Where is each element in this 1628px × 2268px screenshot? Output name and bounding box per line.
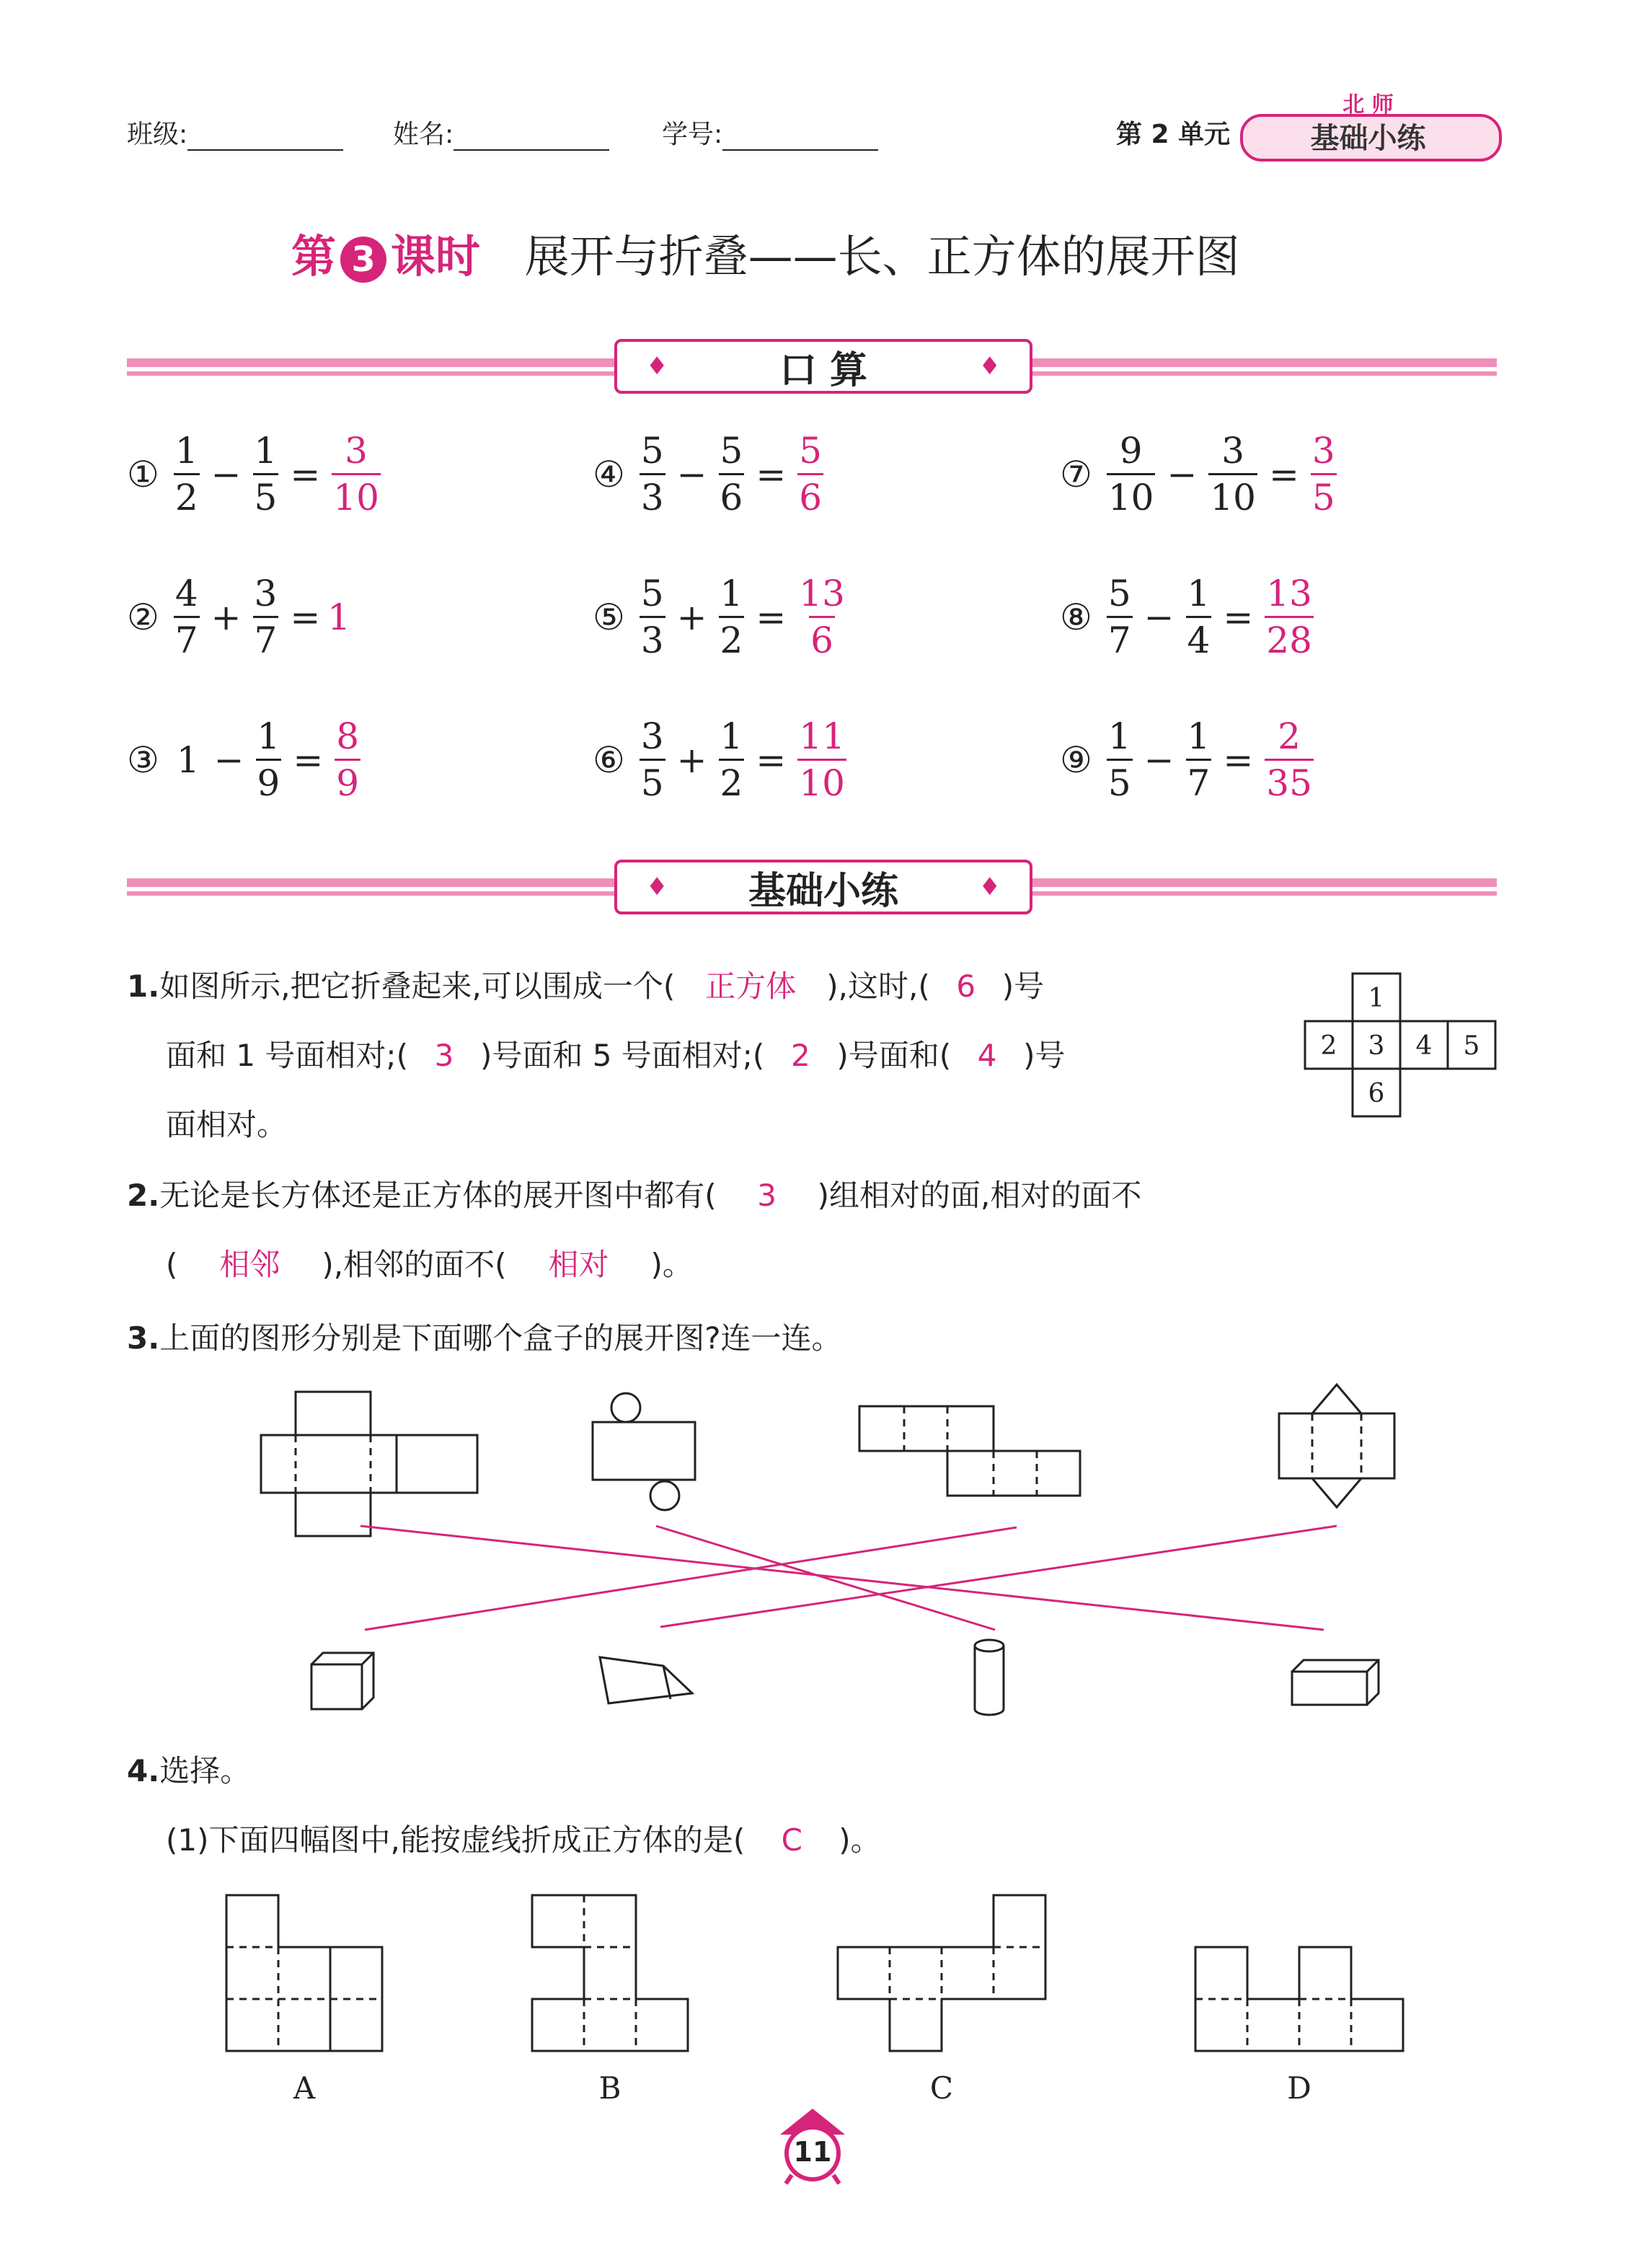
q3-text: 上面的图形分别是下面哪个盒子的展开图?连一连。 bbox=[159, 1320, 842, 1356]
unit-label: 第 2 单元 bbox=[1116, 120, 1231, 149]
numerator: 11 bbox=[799, 715, 845, 757]
q1-text: )号面和 5 号面相对;( bbox=[479, 1038, 765, 1073]
numerator: 3 bbox=[640, 715, 664, 757]
equation-label: ⑤ bbox=[593, 596, 625, 638]
fraction bbox=[640, 573, 665, 661]
numerator: 3 bbox=[345, 430, 368, 472]
denominator: 4 bbox=[1186, 616, 1212, 658]
numerator: 3 bbox=[254, 573, 278, 614]
answer-fraction bbox=[797, 430, 823, 519]
lesson-number: 3 bbox=[340, 237, 386, 283]
equals-sign: = bbox=[1223, 596, 1254, 638]
q1-text: ),这时,( bbox=[826, 968, 930, 1004]
operator: − bbox=[676, 453, 707, 495]
page-number-badge bbox=[773, 2106, 852, 2185]
operator: + bbox=[211, 596, 242, 638]
q2-answer-1: 3 bbox=[757, 1178, 777, 1213]
fraction bbox=[719, 715, 745, 804]
fraction bbox=[253, 430, 279, 519]
operator: − bbox=[1143, 738, 1174, 781]
solid-cube bbox=[311, 1653, 373, 1709]
equals-sign: = bbox=[290, 596, 321, 638]
operator: + bbox=[676, 738, 707, 781]
q4-1-text: )。 bbox=[839, 1822, 881, 1858]
question-3 bbox=[127, 1304, 841, 1373]
cube-net-figure bbox=[1298, 966, 1507, 1125]
fraction bbox=[640, 430, 665, 519]
operator: − bbox=[213, 738, 244, 781]
q4-number: 4. bbox=[127, 1753, 160, 1788]
section1-label: 口 算 bbox=[779, 348, 868, 392]
fraction bbox=[719, 573, 745, 661]
answer-fraction bbox=[797, 573, 846, 661]
equation-label: ② bbox=[127, 596, 159, 638]
oral-equation bbox=[1060, 573, 1318, 661]
q2-text: ),相邻的面不( bbox=[322, 1247, 507, 1282]
numerator: 13 bbox=[1266, 573, 1312, 614]
option-a-net bbox=[226, 1895, 382, 2051]
denominator: 5 bbox=[1107, 759, 1133, 801]
answer-fraction bbox=[332, 430, 381, 519]
q1-answer-5: 4 bbox=[977, 1038, 997, 1073]
oral-equation bbox=[593, 715, 851, 804]
equation-label: ⑦ bbox=[1060, 453, 1092, 495]
diamond-icon: ♦ bbox=[646, 352, 668, 381]
section-title-practice bbox=[614, 860, 1032, 914]
answer-fraction bbox=[797, 715, 846, 804]
question-4-1 bbox=[166, 1806, 881, 1875]
q1-text: 面相对。 bbox=[166, 1107, 288, 1142]
denominator: 3 bbox=[640, 616, 665, 658]
q4-1-answer: C bbox=[781, 1822, 802, 1858]
lesson-prefix: 第 bbox=[291, 230, 337, 283]
q2-text: ( bbox=[166, 1247, 178, 1282]
fraction bbox=[1186, 573, 1212, 661]
denominator: 6 bbox=[719, 473, 745, 516]
denominator: 2 bbox=[719, 616, 745, 658]
diamond-icon: ♦ bbox=[978, 873, 1001, 901]
denominator: 9 bbox=[335, 759, 360, 801]
q1-text: 如图所示,把它折叠起来,可以围成一个( bbox=[159, 968, 676, 1004]
q1-text: )号 bbox=[1023, 1038, 1066, 1073]
class-field[interactable] bbox=[127, 114, 343, 151]
numerator: 1 bbox=[254, 430, 278, 472]
matching-figure bbox=[245, 1377, 1428, 1738]
numerator: 1 bbox=[720, 573, 743, 614]
answer-fraction bbox=[1311, 430, 1337, 519]
equation-label: ⑧ bbox=[1060, 596, 1092, 638]
q1-answer-1: 正方体 bbox=[705, 968, 797, 1004]
solid-prism bbox=[600, 1657, 692, 1703]
section2-label: 基础小练 bbox=[748, 869, 898, 913]
option-c-label[interactable]: C bbox=[929, 2070, 954, 2106]
option-b-net bbox=[532, 1895, 688, 2051]
denominator: 2 bbox=[719, 759, 745, 801]
oral-equation bbox=[127, 573, 351, 661]
q1-answer-4: 2 bbox=[790, 1038, 810, 1073]
name-label: 姓名: bbox=[393, 120, 454, 149]
net-cuboid bbox=[261, 1392, 477, 1536]
fraction bbox=[640, 715, 665, 804]
answer-lines bbox=[360, 1526, 1337, 1630]
solid-cylinder bbox=[975, 1640, 1004, 1715]
denominator: 35 bbox=[1265, 759, 1314, 801]
q2-text: 无论是长方体还是正方体的展开图中都有( bbox=[159, 1178, 717, 1213]
option-b-label[interactable]: B bbox=[598, 2070, 621, 2106]
numerator: 3 bbox=[1311, 430, 1335, 472]
denominator: 6 bbox=[797, 473, 823, 516]
denominator: 28 bbox=[1265, 616, 1314, 658]
operator: + bbox=[676, 596, 707, 638]
name-field[interactable] bbox=[393, 114, 609, 151]
fraction bbox=[1107, 430, 1156, 519]
denominator: 7 bbox=[174, 616, 200, 658]
q3-number: 3. bbox=[127, 1320, 160, 1356]
denominator: 6 bbox=[809, 616, 835, 658]
oral-equation bbox=[127, 430, 385, 519]
equals-sign: = bbox=[290, 453, 321, 495]
option-c-net bbox=[838, 1895, 1045, 2051]
denominator: 5 bbox=[1311, 473, 1337, 516]
oral-equation bbox=[127, 715, 365, 804]
page-number: 11 bbox=[793, 2136, 832, 2168]
numerator: 1 bbox=[257, 715, 280, 757]
answer-fraction bbox=[335, 715, 360, 804]
net-cylinder bbox=[593, 1393, 695, 1510]
net-cube bbox=[859, 1406, 1080, 1496]
numerator: 13 bbox=[799, 573, 845, 614]
fraction bbox=[174, 430, 200, 519]
denominator: 3 bbox=[640, 473, 665, 516]
numerator: 4 bbox=[174, 573, 198, 614]
oral-equation bbox=[1060, 715, 1318, 804]
q1-text: 面和 1 号面相对;( bbox=[166, 1038, 408, 1073]
denominator: 2 bbox=[174, 473, 200, 516]
numerator: 1 bbox=[1107, 715, 1131, 757]
id-underline bbox=[722, 149, 878, 151]
lesson-title bbox=[291, 221, 1240, 285]
equation-label: ④ bbox=[593, 453, 625, 495]
q1-number: 1. bbox=[127, 968, 160, 1004]
equation-label: ⑥ bbox=[593, 738, 625, 781]
question-1 bbox=[127, 952, 1288, 1160]
denominator: 5 bbox=[640, 759, 665, 801]
denominator: 7 bbox=[253, 616, 279, 658]
oral-equation bbox=[1060, 430, 1341, 519]
numerator: 3 bbox=[1221, 430, 1245, 472]
numerator: 5 bbox=[640, 573, 664, 614]
equals-sign: = bbox=[756, 453, 787, 495]
net-face-3: 3 bbox=[1368, 1031, 1385, 1061]
numerator: 1 bbox=[174, 430, 198, 472]
denominator: 7 bbox=[1107, 616, 1133, 658]
brand-logo bbox=[1240, 87, 1500, 159]
net-face-4: 4 bbox=[1415, 1031, 1433, 1061]
id-label: 学号: bbox=[662, 120, 723, 149]
operator: − bbox=[211, 453, 242, 495]
id-field[interactable] bbox=[662, 114, 878, 151]
denominator: 9 bbox=[256, 759, 282, 801]
answer-fraction bbox=[1265, 573, 1314, 661]
fraction bbox=[256, 715, 282, 804]
answer-value: 1 bbox=[327, 596, 351, 638]
answer-fraction bbox=[1265, 715, 1314, 804]
fraction bbox=[719, 430, 745, 519]
class-underline bbox=[187, 149, 343, 151]
denominator: 10 bbox=[332, 473, 381, 516]
lesson-suffix: 课时 bbox=[391, 230, 481, 283]
fraction bbox=[253, 573, 279, 661]
whole-number: 1 bbox=[176, 738, 200, 781]
q2-text: )。 bbox=[650, 1247, 693, 1282]
section-title-oral bbox=[614, 339, 1032, 394]
brand-main: 基础小练 bbox=[1310, 122, 1426, 155]
numerator: 1 bbox=[1187, 573, 1211, 614]
name-underline bbox=[454, 149, 609, 151]
numerator: 1 bbox=[720, 715, 743, 757]
numerator: 8 bbox=[336, 715, 360, 757]
class-label: 班级: bbox=[127, 120, 188, 149]
fraction bbox=[1107, 573, 1133, 661]
q4-1-text: (1)下面四幅图中,能按虚线折成正方体的是( bbox=[166, 1822, 746, 1858]
net-prism bbox=[1279, 1385, 1394, 1507]
denominator: 10 bbox=[1107, 473, 1156, 516]
equals-sign: = bbox=[293, 738, 324, 781]
lesson-topic: 展开与折叠——长、正方体的展开图 bbox=[524, 230, 1240, 283]
oral-equation bbox=[593, 573, 851, 661]
denominator: 7 bbox=[1186, 759, 1212, 801]
denominator: 5 bbox=[253, 473, 279, 516]
diamond-icon: ♦ bbox=[978, 352, 1001, 381]
option-d-net bbox=[1195, 1947, 1403, 2051]
numerator: 5 bbox=[799, 430, 823, 472]
numerator: 5 bbox=[640, 430, 664, 472]
q1-answer-3: 3 bbox=[434, 1038, 454, 1073]
equation-label: ⑨ bbox=[1060, 738, 1092, 781]
equals-sign: = bbox=[1223, 738, 1254, 781]
net-face-5: 5 bbox=[1463, 1031, 1480, 1061]
q1-text: )号面和( bbox=[836, 1038, 952, 1073]
diamond-icon: ♦ bbox=[646, 873, 668, 901]
net-face-2: 2 bbox=[1320, 1031, 1337, 1061]
question-4 bbox=[127, 1737, 250, 1806]
option-a-label[interactable]: A bbox=[293, 2070, 316, 2106]
q2-answer-3: 相对 bbox=[548, 1247, 609, 1282]
numerator: 5 bbox=[720, 430, 743, 472]
equals-sign: = bbox=[1268, 453, 1299, 495]
equation-label: ① bbox=[127, 453, 159, 495]
operator: − bbox=[1167, 453, 1198, 495]
numerator: 2 bbox=[1278, 715, 1301, 757]
net-face-6: 6 bbox=[1368, 1079, 1385, 1108]
net-face-1: 1 bbox=[1368, 984, 1385, 1013]
option-d-label[interactable]: D bbox=[1287, 2070, 1311, 2106]
oral-equation bbox=[593, 430, 828, 519]
question-2 bbox=[127, 1161, 1504, 1300]
equation-label: ③ bbox=[127, 738, 159, 781]
q1-answer-2: 6 bbox=[956, 968, 976, 1004]
equals-sign: = bbox=[756, 738, 787, 781]
operator: − bbox=[1143, 596, 1174, 638]
solid-cuboid bbox=[1292, 1660, 1379, 1705]
numerator: 9 bbox=[1119, 430, 1143, 472]
denominator: 10 bbox=[797, 759, 846, 801]
fraction bbox=[1107, 715, 1133, 804]
q2-number: 2. bbox=[127, 1178, 160, 1213]
brand-top: 北 师 bbox=[1342, 92, 1394, 118]
fraction bbox=[1186, 715, 1212, 804]
denominator: 10 bbox=[1208, 473, 1257, 516]
q1-text: )号 bbox=[1001, 968, 1045, 1004]
fraction bbox=[1208, 430, 1257, 519]
q2-answer-2: 相邻 bbox=[219, 1247, 280, 1282]
numerator: 5 bbox=[1107, 573, 1131, 614]
numerator: 1 bbox=[1187, 715, 1211, 757]
q4-text: 选择。 bbox=[159, 1753, 251, 1788]
q2-text: )组相对的面,相对的面不 bbox=[817, 1178, 1142, 1213]
equals-sign: = bbox=[756, 596, 787, 638]
fraction bbox=[174, 573, 200, 661]
